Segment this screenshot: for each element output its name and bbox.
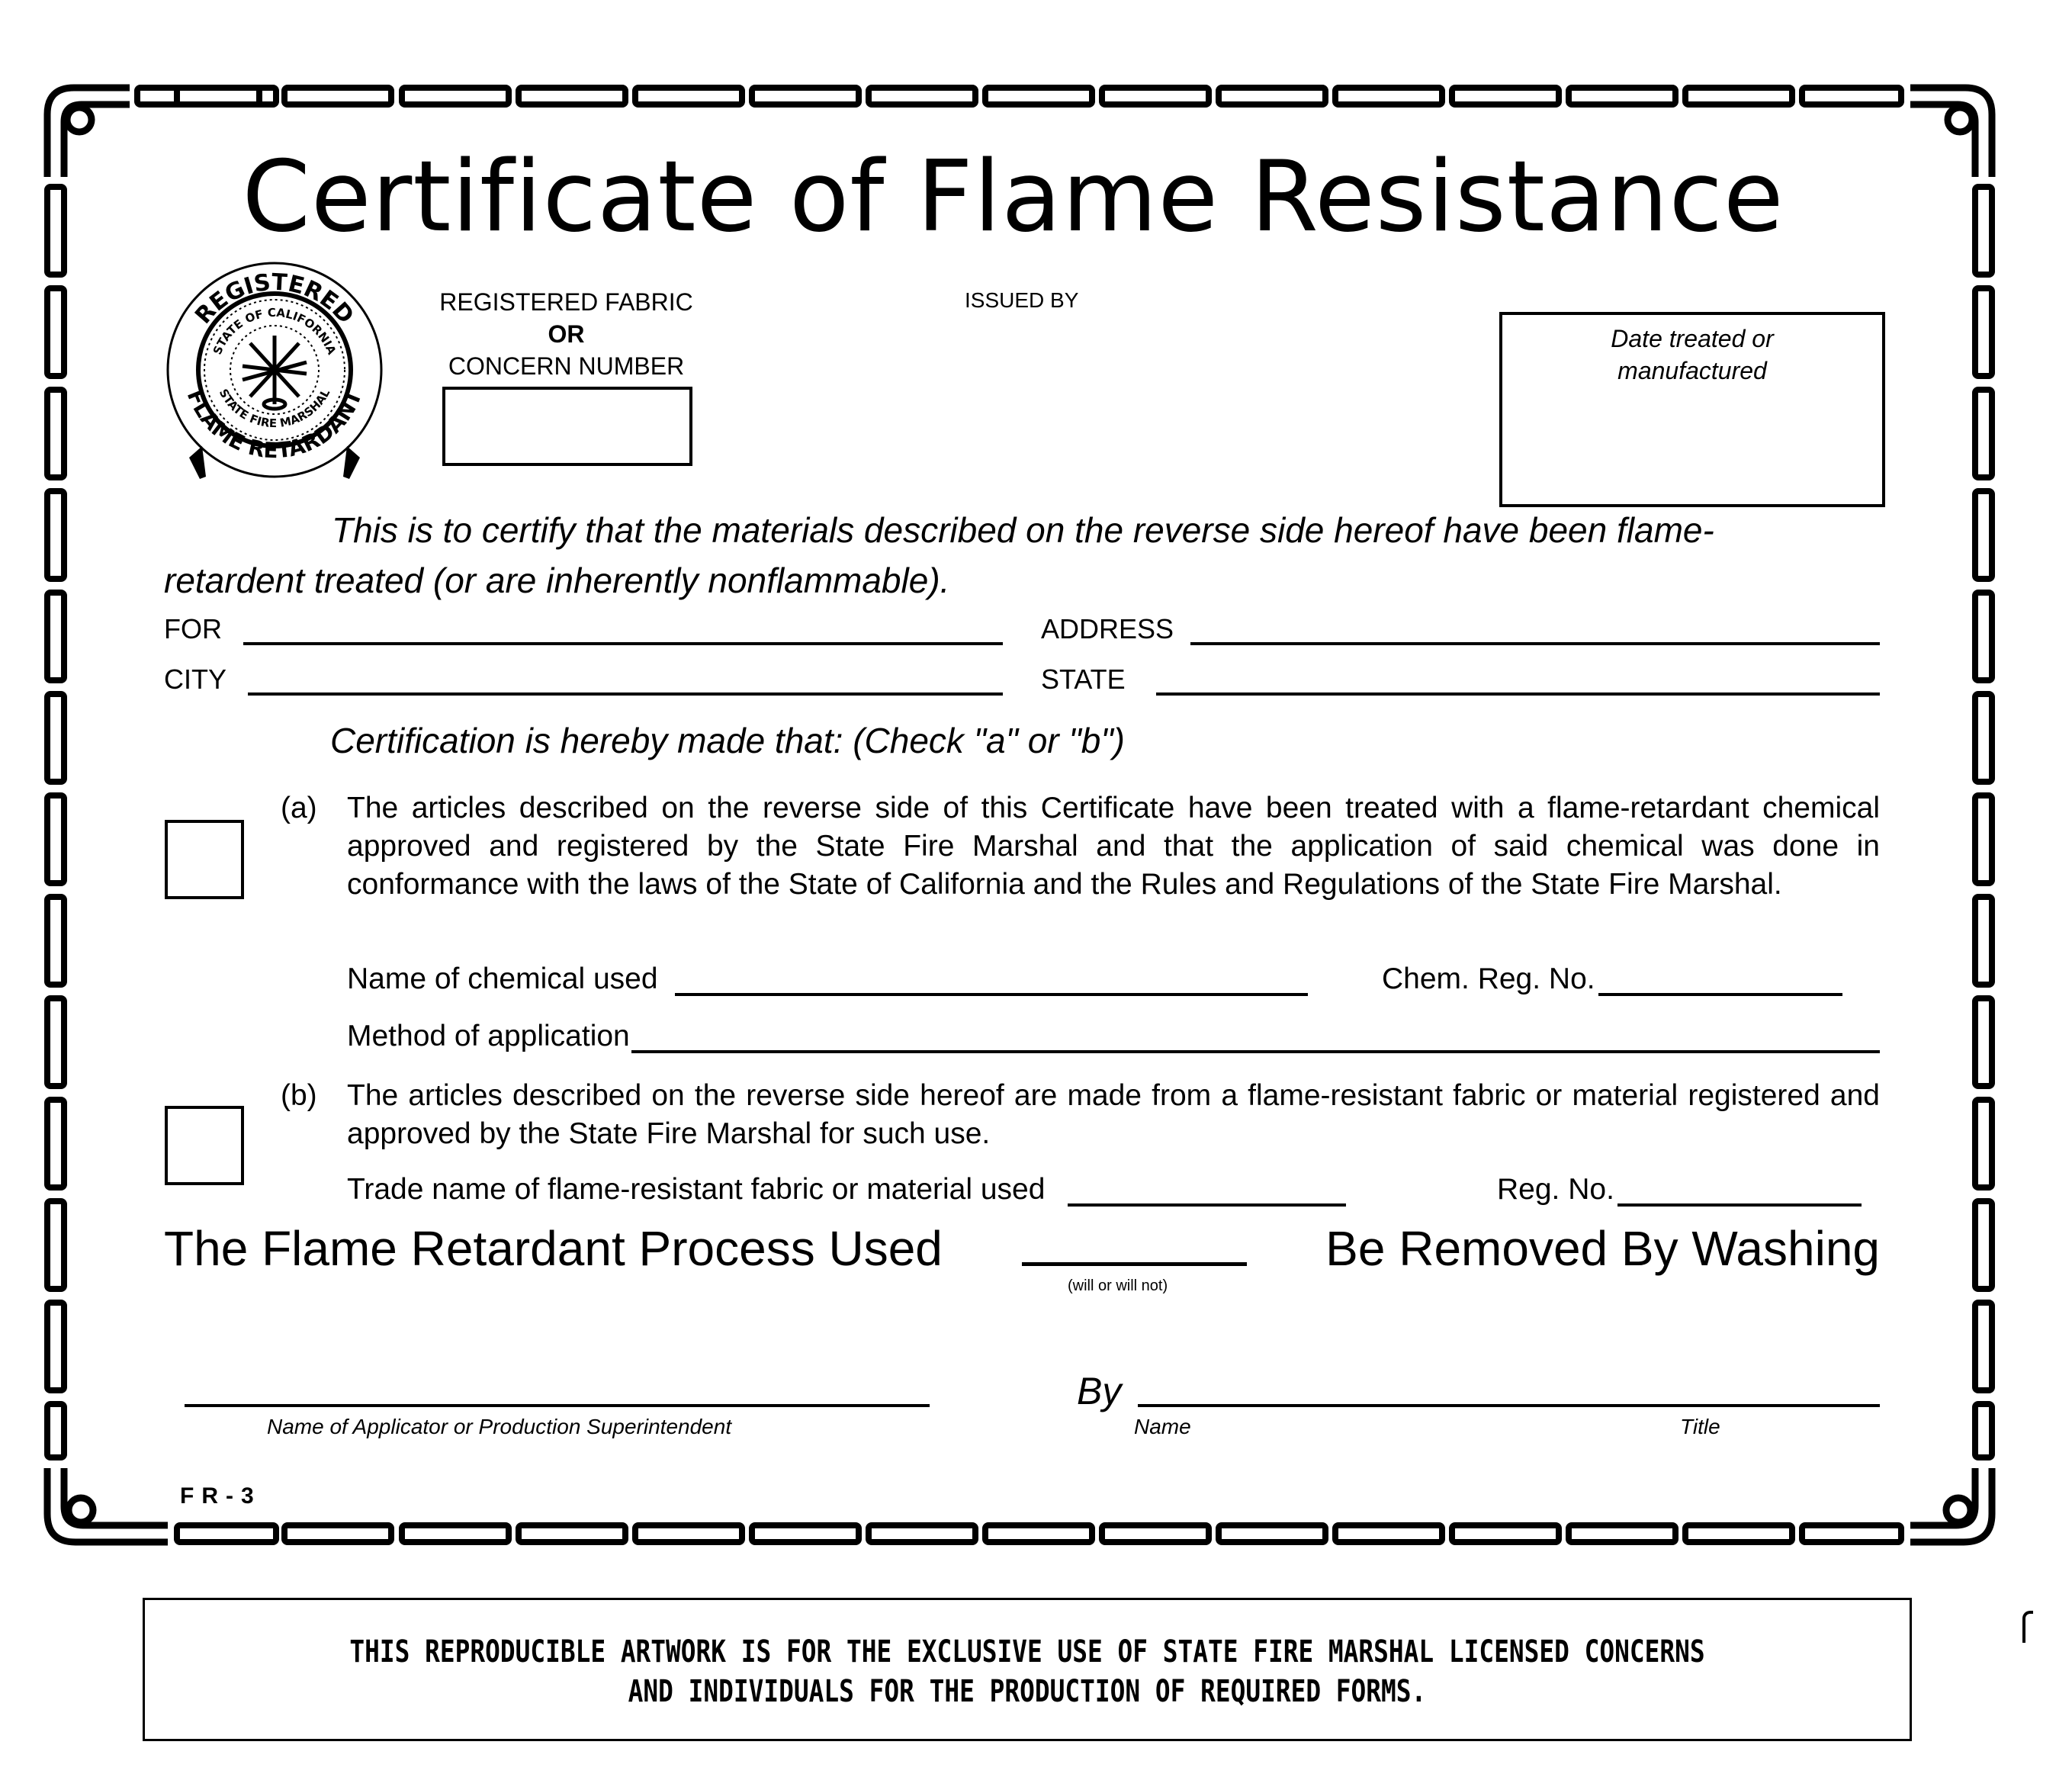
border-bottom-segments <box>177 1525 1901 1542</box>
border-corner-bottom-right <box>1910 1468 1992 1542</box>
address-field-row <box>1041 613 1880 645</box>
applicator-signature-line[interactable] <box>185 1404 930 1407</box>
trade-name-row <box>347 1173 1491 1207</box>
option-a-text: The articles described on the reverse side of this Certificate have been treated with a flame-retardant chemical approved and registered by the State Fire Marshal and that the application of said chemical was done in conformance with the laws of the State of California and the Rules and Regulations of the State Fire Marshal. <box>347 792 1880 901</box>
washing-prefix: The Flame Retardant Process Used <box>164 1221 943 1276</box>
svg-text:STATE FIRE MARSHAL: STATE FIRE MARSHAL <box>216 386 333 431</box>
reg-no-row <box>1497 1173 1881 1207</box>
trade-name-input[interactable] <box>1068 1203 1346 1207</box>
issued-by-label: ISSUED BY <box>965 288 1079 312</box>
option-a-letter: (a) <box>281 792 317 824</box>
california-fire-marshal-seal-icon <box>160 252 389 488</box>
state-label: STATE <box>1041 664 1126 695</box>
certify-statement: This is to certify that the materials described on the reverse side hereof have been flame- retardent treated (or are inherently nonflammable). <box>164 510 1714 600</box>
disclaimer-text: THIS REPRODUCIBLE ARTWORK IS FOR THE EXCLUSIVE USE OF STATE FIRE MARSHAL LICENSED CONCERNS AND INDIVIDUALS FOR THE PRODUCTION OF REQUIRED FORMS. <box>349 1634 1705 1709</box>
chem-reg-no-label: Chem. Reg. No. <box>1382 962 1595 995</box>
for-field-row <box>164 613 1003 645</box>
border-right-segments <box>1975 187 1992 1457</box>
applicator-caption: Name of Applicator or Production Superintendent <box>267 1415 732 1438</box>
washing-suffix: Be Removed By Washing <box>1325 1221 1880 1276</box>
registration-number-field[interactable] <box>442 387 692 466</box>
form-code: FR-3 <box>180 1483 262 1509</box>
border-corner-bottom-left <box>47 1468 168 1542</box>
certificate-title: Certificate of Flame Resistance <box>242 140 1784 254</box>
state-field-row <box>1041 664 1880 696</box>
option-b-text: The articles described on the reverse side hereof are made from a flame-resistant fabric or material registered and approved by the State Fire Marshal for such use. <box>347 1079 1880 1150</box>
will-or-will-not-input[interactable] <box>1022 1262 1247 1266</box>
for-label: FOR <box>164 613 222 644</box>
washing-statement <box>164 1220 1880 1277</box>
city-field-row <box>164 664 1003 696</box>
name-caption: Name <box>1134 1415 1191 1438</box>
will-or-will-not-hint: (will or will not) <box>1068 1277 1168 1294</box>
chemical-name-row <box>347 962 1369 996</box>
edge-mark <box>2022 1611 2033 1643</box>
date-treated-field[interactable] <box>1499 312 1885 507</box>
method-input[interactable] <box>631 1050 1880 1053</box>
crossed-trumpets-icon <box>243 336 307 409</box>
date-treated-label: Date treated or manufactured <box>1611 325 1774 384</box>
svg-text:FLAME RETARDANT: FLAME RETARDANT <box>182 386 368 464</box>
chem-reg-no-row <box>1382 962 1881 996</box>
option-a-checkbox[interactable] <box>165 820 244 899</box>
svg-text:REGISTERED: REGISTERED <box>190 268 359 329</box>
border-top-segments <box>137 88 1901 104</box>
svg-text:STATE OF CALIFORNIA: STATE OF CALIFORNIA <box>210 305 339 357</box>
option-b-letter: (b) <box>281 1079 317 1112</box>
chem-reg-no-input[interactable] <box>1598 993 1842 996</box>
for-input[interactable] <box>243 642 1003 645</box>
state-input[interactable] <box>1156 692 1880 696</box>
title-caption: Title <box>1680 1415 1720 1438</box>
chemical-name-label: Name of chemical used <box>347 962 658 995</box>
method-row <box>347 1020 1880 1053</box>
method-label: Method of application <box>347 1020 630 1052</box>
city-label: CITY <box>164 664 227 695</box>
city-input[interactable] <box>248 692 1003 696</box>
option-b-checkbox[interactable] <box>165 1106 244 1185</box>
by-signature-line[interactable] <box>1138 1404 1880 1407</box>
address-input[interactable] <box>1190 642 1880 645</box>
trade-name-label: Trade name of flame-resistant fabric or material used <box>347 1173 1046 1206</box>
reg-no-label: Reg. No. <box>1497 1173 1614 1206</box>
border-left-segments <box>47 187 64 1457</box>
disclaimer-box <box>143 1598 1912 1741</box>
reg-no-input[interactable] <box>1617 1203 1862 1207</box>
by-label: By <box>1077 1370 1122 1412</box>
registration-number-label: REGISTERED FABRIC OR CONCERN NUMBER <box>439 288 693 380</box>
chemical-name-input[interactable] <box>675 993 1308 996</box>
address-label: ADDRESS <box>1041 613 1174 644</box>
check-instructions: Certification is hereby made that: (Check "a" or "b") <box>330 721 1125 760</box>
